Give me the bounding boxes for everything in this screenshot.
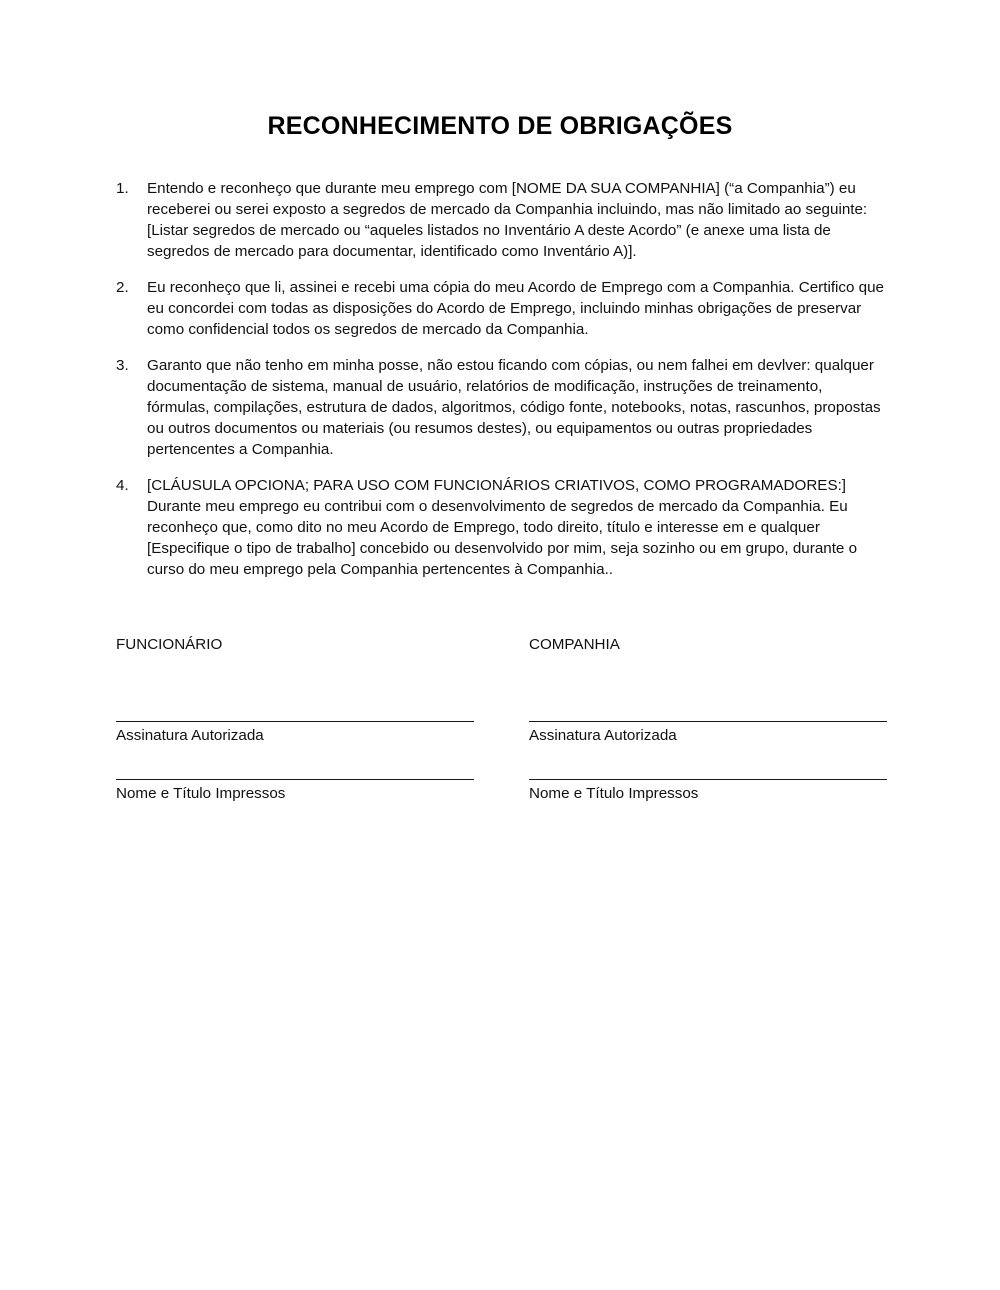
- clause-item-4: [116, 475, 888, 580]
- signature-block: [116, 634, 884, 804]
- employee-signature-caption: Assinatura Autorizada: [116, 727, 264, 744]
- clause-number: 3.: [116, 357, 129, 374]
- clause-number: 2.: [116, 279, 129, 296]
- clause-text: Entendo e reconheço que durante meu emprego com [NOME DA SUA COMPANHIA] (“a Companhia”) eu receberei ou serei exposto a segredos de mercado da Companhia incluindo, mas não limitado ao seguinte: [Listar segredos de mercado ou “aqueles listados no Inventário A deste Acordo” (e anexe uma lista de segredos de mercado para documentar, identificado como Inventário A)].: [147, 180, 868, 260]
- clause-text: [CLÁUSULA OPCIONA; PARA USO COM FUNCIONÁRIOS CRIATIVOS, COMO PROGRAMADORES:] Durante meu emprego eu contribui com o desenvolvimento de segredos de mercado da Companhia. Eu reconheço que, como dito no meu Acordo de Emprego, todo direito, título e interesse em e qualquer [Especifique o tipo de trabalho] concebido ou desenvolvido por mim, seja sozinho ou em grupo, durante o curso do meu emprego pela Companhia pertencentes à Companhia..: [147, 477, 858, 578]
- signature-column-employee: [116, 634, 474, 804]
- page-title: RECONHECIMENTO DE OBRIGAÇÕES: [267, 112, 733, 140]
- clause-item-3: [116, 355, 888, 460]
- company-signature-space: [529, 655, 887, 721]
- clause-text: Garanto que não tenho em minha posse, não estou ficando com cópias, ou nem falhei em devlver: qualquer documentação de sistema, manual de usuário, relatórios de modificação, instruções de treinamento, fórmulas, compilações, estrutura de dados, algoritmos, código fonte, notebooks, notas, rascunhos, propostas ou outros documentos ou materiais (ou resumos destes), ou equipamentos ou outras propriedades pertencentes a Companhia.: [147, 357, 881, 458]
- clause-item-1: [116, 178, 888, 262]
- employee-name-caption: Nome e Título Impressos: [116, 785, 286, 802]
- signature-columns: [116, 634, 884, 804]
- clause-item-2: [116, 277, 888, 340]
- employee-signature-space: [116, 655, 474, 721]
- employee-heading: FUNCIONÁRIO: [116, 636, 223, 653]
- employee-name-space: [116, 746, 474, 779]
- company-heading: COMPANHIA: [529, 636, 620, 653]
- signature-column-company: [529, 634, 887, 804]
- clause-text: Eu reconheço que li, assinei e recebi uma cópia do meu Acordo de Emprego com a Companhia. Certifico que eu concordei com todas as disposições do Acordo de Emprego, incluindo minhas obrigações de preservar como confidencial todos os segredos de mercado da Companhia.: [147, 279, 885, 338]
- clause-number: 4.: [116, 477, 129, 494]
- clause-number: 1.: [116, 180, 129, 197]
- clause-list: [116, 178, 888, 580]
- company-name-space: [529, 746, 887, 779]
- company-signature-caption: Assinatura Autorizada: [529, 727, 677, 744]
- company-name-caption: Nome e Título Impressos: [529, 785, 699, 802]
